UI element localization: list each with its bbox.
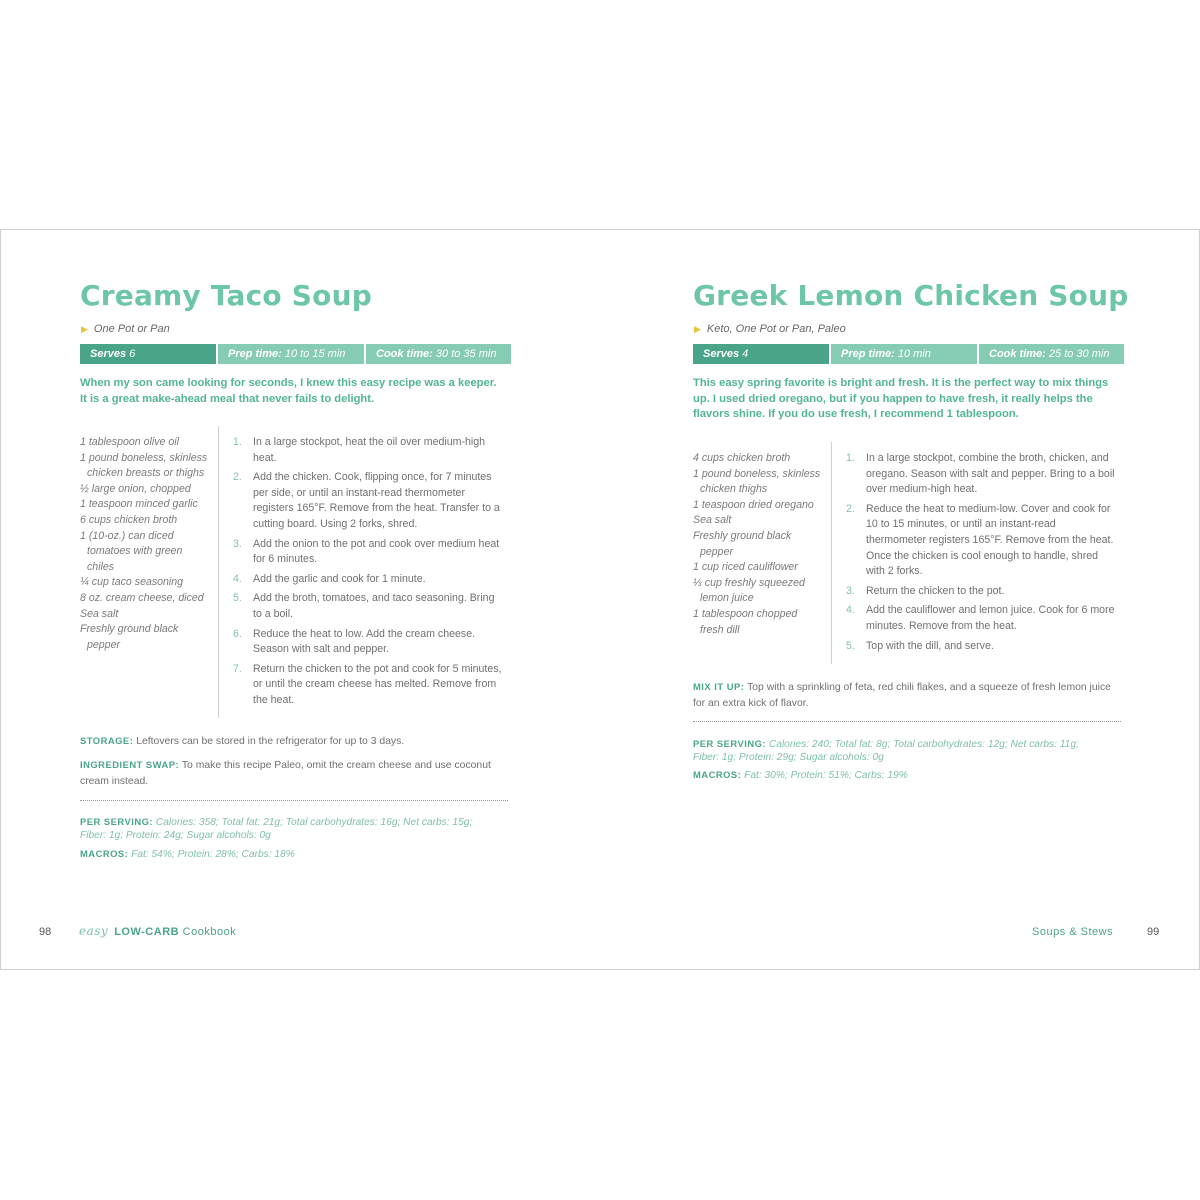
section-name: Soups & Stews — [1032, 926, 1114, 938]
page-number: 98 — [39, 926, 52, 938]
brand-script: easy — [79, 924, 109, 938]
triangle-bullet-icon: ▶ — [694, 324, 701, 334]
instruction-step: 7. Return the chicken to the pot and cook for 5 minutes, or until the cream cheese has melted. Remove from the heat. — [233, 662, 502, 706]
book-spread — [0, 229, 1200, 970]
ingredient-swap-note: INGREDIENT SWAP: To make this recipe Paleo, omit the cream cheese and use coconut cream instead. — [80, 759, 491, 787]
recipe-tags — [81, 323, 170, 335]
tags-text: One Pot or Pan — [93, 323, 170, 335]
storage-note: STORAGE: Leftovers can be stored in the refrigerator for up to 3 days. — [80, 735, 405, 747]
left-page — [1, 230, 600, 969]
instruction-step: 2. Add the chicken. Cook, flipping once, for 7 minutes per side, or until an instant-read thermometer registers 165°F. Remove from the heat. Transfer to a cutting board. Using 2 forks, shred. — [233, 471, 500, 530]
serves-cell: Serves 4 — [693, 344, 829, 364]
column-divider — [218, 426, 219, 718]
instruction-step: 4. Add the garlic and cook for 1 minute. — [233, 572, 426, 585]
macros-info: MACROS: Fat: 54%; Protein: 28%; Carbs: 18% — [80, 848, 295, 860]
ingredient-item: Freshly ground black pepper — [693, 529, 792, 558]
instruction-list — [233, 435, 505, 713]
instruction-step: 2. Reduce the heat to medium-low. Cover and cook for 10 to 15 minutes, or until an instant-read thermometer registers 165°F. Remove from the heat. Once the chicken is cool enough to handle, shred with 2 forks. — [846, 502, 1114, 578]
recipe-intro: This easy spring favorite is bright and fresh. It is the perfect way to mix things up. I used dried oregano, but if you happen to have fresh, it really helps the flavors shine. If you do use fresh, I recommend 1 tablespoon. — [693, 377, 1109, 421]
triangle-bullet-icon: ▶ — [81, 324, 88, 334]
ingredient-item: ⅓ cup freshly squeezed lemon juice — [693, 576, 805, 605]
recipe-info-bar — [80, 344, 511, 364]
ingredient-item: 1 tablespoon chopped fresh dill — [693, 607, 798, 636]
instruction-step: 1. In a large stockpot, heat the oil over medium-high heat. — [233, 436, 486, 464]
recipe-tags — [694, 323, 846, 335]
dotted-divider — [693, 721, 1121, 722]
per-serving-info: PER SERVING: Calories: 358; Total fat: 21g; Total carbohydrates: 16g; Net carbs: 15g; Fiber: 1g; Protein: 24g; Sugar alcohols: 0g — [80, 816, 473, 841]
instruction-step: 1. In a large stockpot, combine the broth, chicken, and oregano. Season with salt and pepper. Bring to a boil over medium-high heat. — [846, 452, 1115, 496]
recipe-title: Creamy Taco Soup — [80, 279, 372, 312]
instruction-step: 4. Add the cauliflower and lemon juice. Cook for 6 more minutes. Remove from the heat. — [846, 604, 1115, 632]
serves-cell: Serves 6 — [80, 344, 216, 364]
macros-info: MACROS: Fat: 30%; Protein: 51%; Carbs: 19% — [693, 769, 908, 781]
recipe-intro: When my son came looking for seconds, I knew this easy recipe was a keeper. It is a great make-ahead meal that never fails to delight. — [80, 377, 497, 405]
ingredient-item: 6 cups chicken broth — [80, 513, 178, 526]
ingredient-item: 1 (10-oz.) can diced tomatoes with green chiles — [80, 529, 183, 573]
prep-time-cell: Prep time: 10 min — [831, 344, 977, 364]
dotted-divider — [80, 800, 508, 801]
instruction-step: 5. Add the broth, tomatoes, and taco seasoning. Bring to a boil. — [233, 592, 495, 620]
instruction-step: 3. Add the onion to the pot and cook over medium heat for 6 minutes. — [233, 537, 500, 566]
ingredient-item: Sea salt — [693, 514, 732, 527]
ingredient-item: Sea salt — [80, 607, 119, 620]
ingredient-item: 4 cups chicken broth — [693, 452, 791, 464]
recipe-title: Greek Lemon Chicken Soup — [693, 279, 1129, 312]
tags-text: Keto, One Pot or Pan, Paleo — [706, 323, 846, 335]
right-page — [600, 230, 1199, 969]
ingredient-list — [693, 451, 823, 638]
mix-it-up-note: MIX IT UP: Top with a sprinkling of feta, red chili flakes, and a squeeze of fresh lemon juice for an extra kick of flavor. — [693, 681, 1111, 709]
ingredient-item: ¼ cup taco seasoning — [80, 576, 184, 589]
page-number: 99 — [1147, 926, 1160, 938]
book-brand: easy LOW-CARB Cookbook — [79, 924, 237, 938]
cook-time-cell: Cook time: 25 to 30 min — [979, 344, 1124, 364]
ingredient-item: Freshly ground black pepper — [80, 623, 179, 651]
instruction-step: 6. Reduce the heat to low. Add the cream cheese. Season with salt and pepper. — [233, 627, 476, 656]
ingredient-item: 1 teaspoon minced garlic — [80, 498, 198, 511]
per-serving-info: PER SERVING: Calories: 240; Total fat: 8g; Total carbohydrates: 12g; Net carbs: 11g; Fiber: 1g; Protein: 29g; Sugar alcohols: 0g — [693, 738, 1079, 763]
ingredient-item: 1 tablespoon olive oil — [80, 436, 179, 448]
ingredient-item: 1 teaspoon dried oregano — [693, 498, 814, 511]
recipe-info-bar — [693, 344, 1124, 364]
instruction-step: 3. Return the chicken to the pot. — [846, 584, 1005, 597]
ingredient-item: 1 pound boneless, skinless chicken breasts or thighs — [80, 451, 208, 480]
ingredient-item: 1 pound boneless, skinless chicken thighs — [693, 467, 821, 496]
ingredient-item: 1 cup riced cauliflower — [693, 561, 798, 574]
ingredient-item: ½ large onion, chopped — [80, 482, 191, 495]
ingredient-item: 8 oz. cream cheese, diced — [80, 591, 204, 604]
instruction-list — [846, 451, 1118, 658]
ingredient-list — [80, 435, 212, 653]
instruction-step: 5. Top with the dill, and serve. — [846, 639, 994, 652]
cook-time-cell: Cook time: 30 to 35 min — [366, 344, 511, 364]
prep-time-cell: Prep time: 10 to 15 min — [218, 344, 364, 364]
column-divider — [831, 442, 832, 664]
